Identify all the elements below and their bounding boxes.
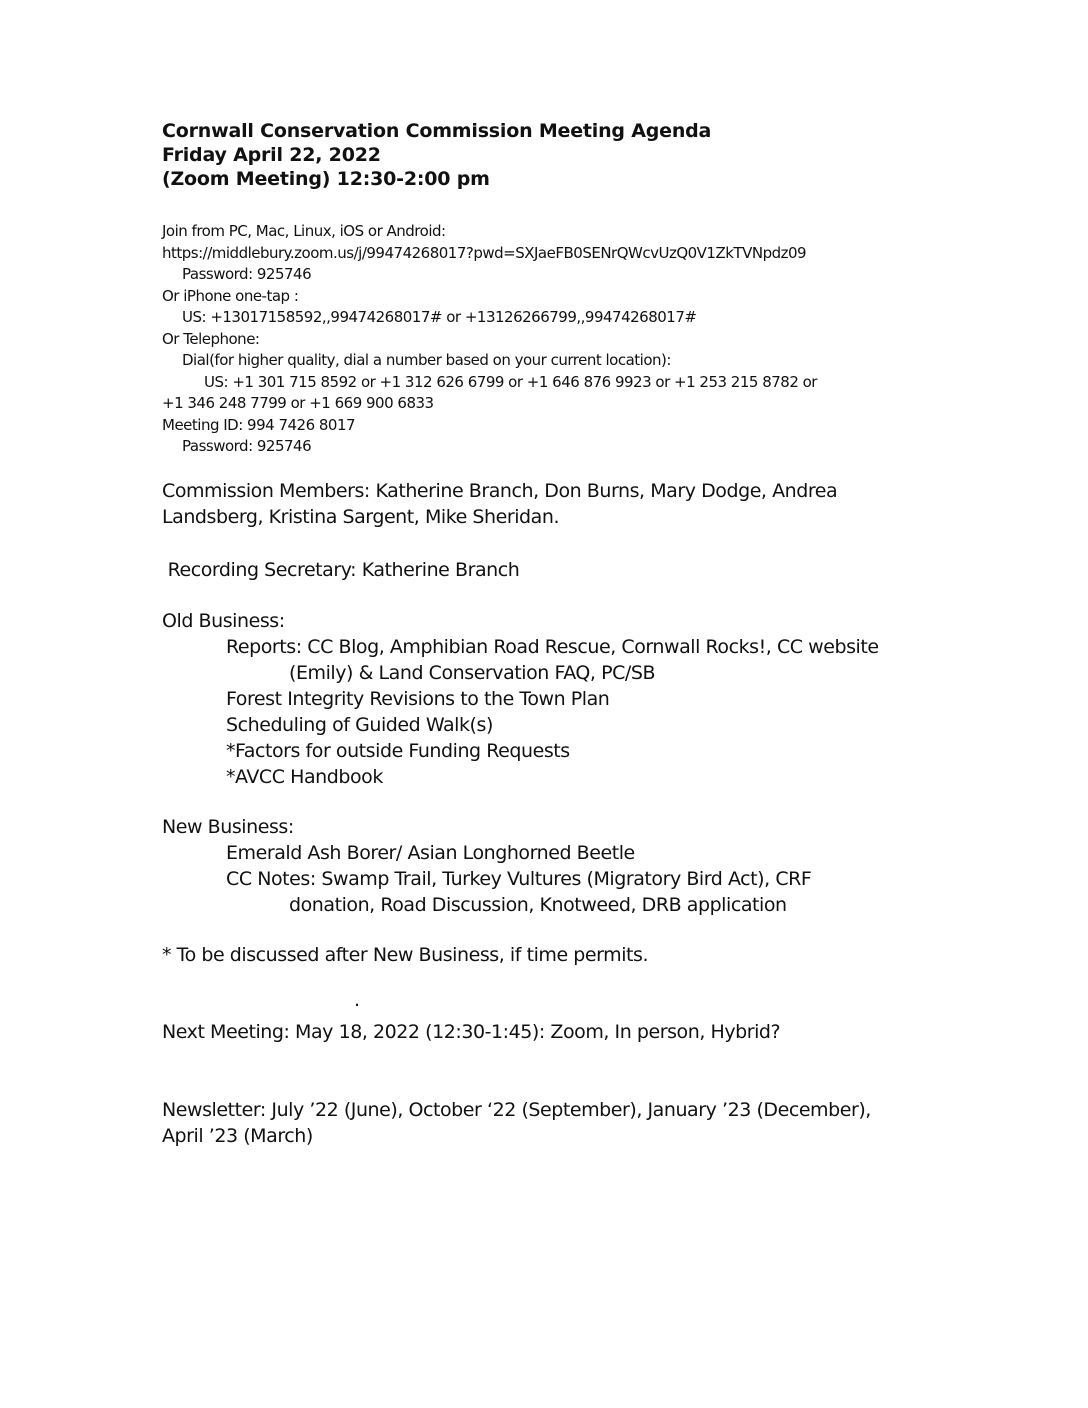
- new-business-section: [162, 814, 811, 918]
- next-meeting: [162, 1019, 780, 1045]
- iphone-label: Or iPhone one-tap :: [162, 286, 299, 305]
- zoom-password: Password: 925746: [182, 265, 312, 283]
- agenda-title: [162, 119, 711, 191]
- old-business-item: Scheduling of Guided Walk(s): [226, 714, 493, 736]
- new-business-heading: New Business:: [162, 816, 294, 838]
- meeting-password: Password: 925746: [182, 437, 312, 455]
- next-meeting-text: Next Meeting: May 18, 2022 (12:30-1:45): Zoom, In person, Hybrid?: [162, 1021, 781, 1043]
- us-phone-numbers-cont: +1 346 248 7799 or +1 669 900 6833: [162, 394, 434, 412]
- iphone-numbers: US: +13017158592,,99474268017# or +13126266799,,99474268017#: [182, 308, 697, 326]
- telephone-label: Or Telephone:: [162, 329, 260, 348]
- newsletter-line-1: Newsletter: July ’22 (June), October ‘22 (September), January ’23 (December),: [162, 1099, 871, 1121]
- footnote: [162, 942, 648, 968]
- old-business-item: *AVCC Handbook: [226, 766, 383, 788]
- old-business-item: *Factors for outside Funding Requests: [226, 740, 570, 762]
- old-business-heading: Old Business:: [162, 610, 285, 632]
- zoom-url[interactable]: https://middlebury.zoom.us/j/99474268017?pwd=SXJaeFB0SENrQWcvUzQ0V1ZkTVNpdz09: [162, 243, 807, 262]
- zoom-details: [162, 221, 817, 458]
- new-business-item-cont: donation, Road Discussion, Knotweed, DRB application: [289, 894, 787, 916]
- title-line-1: Cornwall Conservation Commission Meeting Agenda: [162, 120, 712, 142]
- commission-members: [162, 478, 837, 530]
- old-business-item: Reports: CC Blog, Amphibian Road Rescue, Cornwall Rocks!, CC website: [226, 636, 879, 658]
- us-phone-numbers: US: +1 301 715 8592 or +1 312 626 6799 or +1 646 876 9923 or +1 253 215 8782 or: [204, 372, 817, 391]
- old-business-item: Forest Integrity Revisions to the Town Plan: [226, 688, 610, 710]
- members-line-2: Landsberg, Kristina Sargent, Mike Sheridan.: [162, 506, 560, 528]
- stray-mark: .: [354, 989, 361, 1011]
- newsletter-schedule: [162, 1097, 871, 1149]
- new-business-item: CC Notes: Swamp Trail, Turkey Vultures (Migratory Bird Act), CRF: [226, 868, 812, 890]
- dial-note: Dial(for higher quality, dial a number based on your current location):: [182, 351, 671, 369]
- join-label: Join from PC, Mac, Linux, iOS or Android:: [162, 222, 446, 240]
- old-business-section: [162, 608, 879, 790]
- old-business-item-cont: (Emily) & Land Conservation FAQ, PC/SB: [289, 662, 656, 684]
- members-line-1: Commission Members: Katherine Branch, Don Burns, Mary Dodge, Andrea: [162, 480, 838, 502]
- title-time: (Zoom Meeting) 12:30-2:00 pm: [162, 168, 490, 190]
- title-date: Friday April 22, 2022: [162, 144, 381, 166]
- meeting-id: Meeting ID: 994 7426 8017: [162, 415, 356, 434]
- secretary-line: Recording Secretary: Katherine Branch: [162, 559, 520, 581]
- new-business-item: Emerald Ash Borer/ Asian Longhorned Beetle: [226, 842, 635, 864]
- footnote-text: * To be discussed after New Business, if time permits.: [162, 944, 649, 966]
- newsletter-line-2: April ’23 (March): [162, 1125, 313, 1147]
- recording-secretary: [162, 557, 519, 583]
